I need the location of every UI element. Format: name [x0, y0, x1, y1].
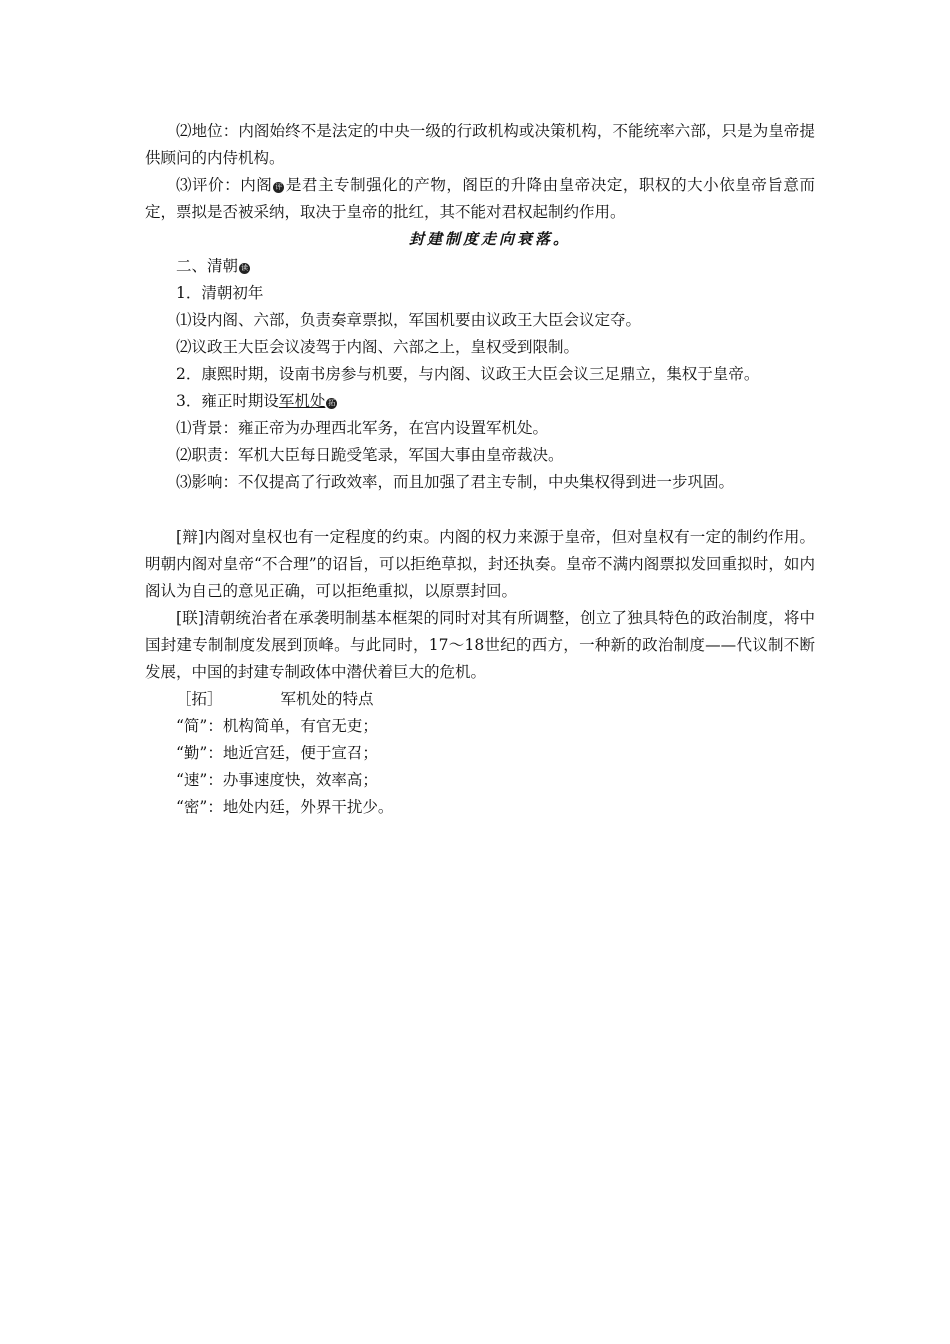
early-qing-heading: 1．清朝初年 — [176, 284, 264, 302]
junjichu-background: ⑴背景：雍正帝为办理西北军务，在宫内设置军机处。 — [176, 419, 549, 437]
evaluation-lead: ⑶评价：内阁 — [176, 176, 273, 194]
position-paragraph: ⑵地位：内阁始终不是法定的中央一级的行政机构或决策机构，不能统率六部，只是为皇帝提供顾问的内侍机构。 — [145, 122, 815, 167]
tuo-label: ［拓］ — [176, 690, 223, 708]
evaluation-paragraph — [145, 172, 815, 226]
handwritten-note: 封建制度走向衰落。 — [408, 230, 571, 248]
kangxi-item: 2．康熙时期，设南书房参与机要，与内阁、议政王大臣会议三足鼎立，集权于皇帝。 — [176, 365, 760, 383]
ping-mark-icon: 评 — [275, 183, 283, 191]
feature-mi: “密”：地处内廷，外界干扰少。 — [176, 798, 394, 816]
junjichu-underlined: 军机处 — [278, 392, 326, 410]
evaluation-body: 是君主专制强化的产物，阁臣的升降由皇帝决定，职权的大小依皇帝旨意而定，票拟是否被采纳，取决于皇帝的批红，其不能对君权起制约作用。 — [145, 176, 815, 221]
feature-jian: “简”：机构简单，有官无吏； — [176, 717, 378, 735]
du-mark-icon: 读 — [241, 264, 249, 272]
feature-qin: “勤”：地近宫廷，便于宣召； — [176, 744, 378, 762]
junjichu-impact: ⑶影响：不仅提高了行政效率，而且加强了君主专制，中央集权得到进一步巩固。 — [176, 473, 735, 491]
early-qing-item-2: ⑵议政王大臣会议凌驾于内阁、六部之上，皇权受到限制。 — [176, 338, 580, 356]
tuo-heading — [145, 686, 815, 713]
document-page — [145, 118, 815, 821]
bian-paragraph: [辩]内阁对皇权也有一定程度的约束。内阁的权力来源于皇帝，但对皇权有一定的制约作用。明朝内阁对皇帝“不合理”的诏旨，可以拒绝草拟，封还执奏。皇帝不满内阁票拟发回重拟时，如内阁认为自己的意见正确，可以拒绝重拟，以原票封回。 — [145, 528, 815, 600]
early-qing-item-1: ⑴设内阁、六部，负责奏章票拟，军国机要由议政王大臣会议定夺。 — [176, 311, 642, 329]
feature-su: “速”：办事速度快，效率高； — [176, 771, 378, 789]
tuo-title: 军机处的特点 — [280, 690, 374, 708]
junjichu-duties: ⑵职责：军机大臣每日跪受笔录，军国大事由皇帝裁决。 — [176, 446, 564, 464]
yongzheng-heading: 3．雍正时期设军机处 拓 — [176, 392, 336, 410]
section-heading-qing: 二、清朝 读 — [176, 257, 249, 275]
lian-paragraph: [联]清朝统治者在承袭明制基本框架的同时对其有所调整，创立了独具特色的政治制度，将中国封建专制制度发展到顶峰。与此同时，17～18世纪的西方，一种新的政治制度——代议制不断发展，中国的封建专制政体中潜伏着巨大的危机。 — [145, 609, 815, 681]
tuo-mark-icon: 拓 — [328, 399, 336, 407]
